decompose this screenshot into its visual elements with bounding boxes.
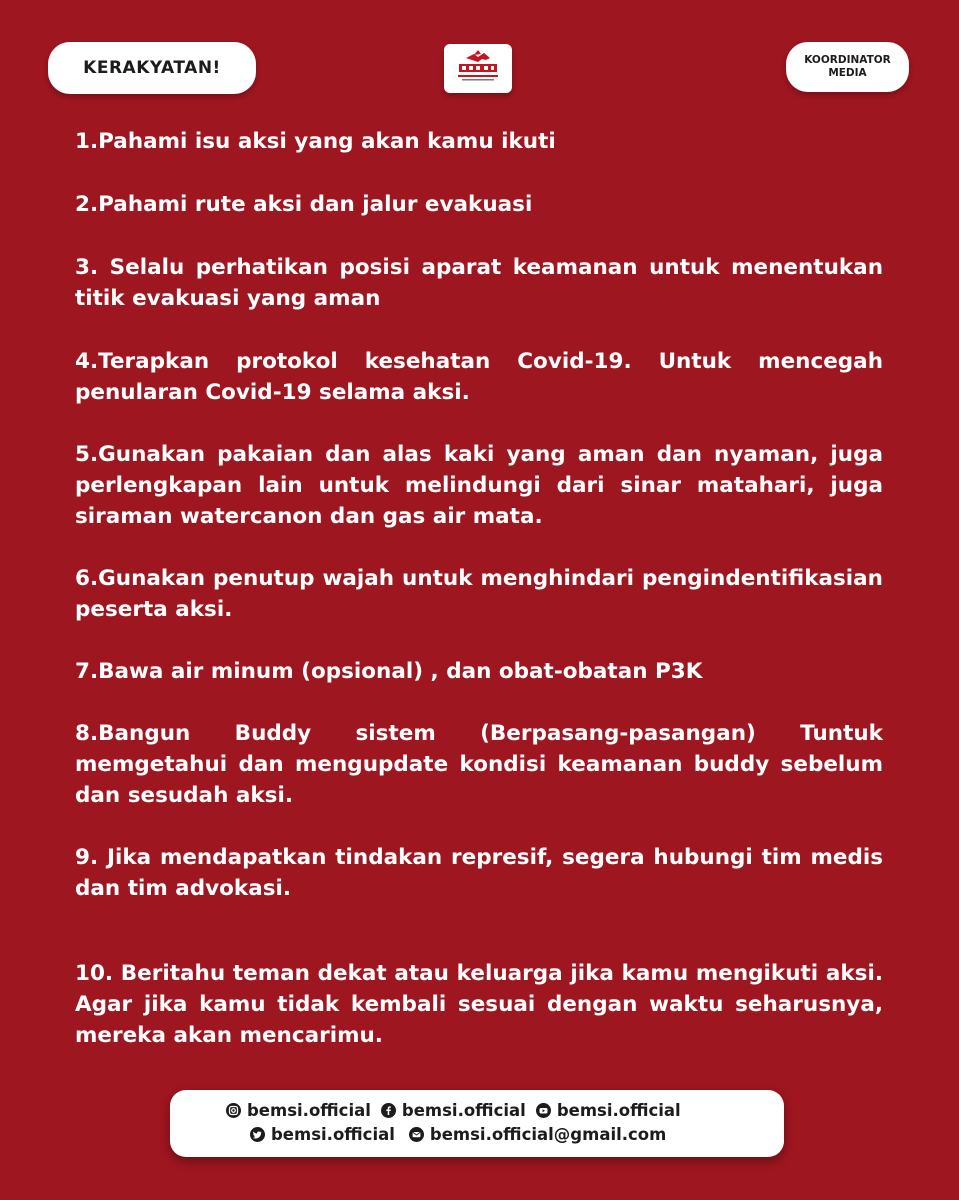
bem-si-logo — [444, 44, 512, 93]
bem-si-logo-icon — [444, 44, 512, 93]
youtube-link[interactable] — [536, 1101, 681, 1120]
facebook-link[interactable] — [381, 1101, 526, 1120]
list-item-5: 5.Gunakan pakaian dan alas kaki yang aman dan nyaman, juga perlengkapan lain untuk melindungi dari sinar matahari, juga siraman watercanon dan gas air mata. — [75, 442, 883, 529]
koordinator-media-tag — [786, 42, 909, 92]
media-label: MEDIA — [828, 67, 867, 79]
kerakyatan-label: KERAKYATAN! — [83, 58, 221, 78]
list-item-10: 10. Beritahu teman dekat atau keluarga jika kamu mengikuti aksi. Agar jika kamu tidak kembali sesuai dengan waktu seharusnya, mereka akan mencarimu. — [75, 961, 883, 1048]
koordinator-label: KOORDINATOR — [804, 54, 891, 66]
instagram-icon — [226, 1103, 241, 1118]
kerakyatan-tag — [48, 42, 256, 94]
list-item-4: 4.Terapkan protokol kesehatan Covid-19. Untuk mencegah penularan Covid-19 selama aksi. — [75, 349, 883, 405]
list-item-9: 9. Jika mendapatkan tindakan represif, segera hubungi tim medis dan tim advokasi. — [75, 845, 883, 901]
email-icon — [409, 1127, 424, 1142]
email-address: bemsi.official@gmail.com — [429, 1125, 667, 1144]
footer-row-2 — [250, 1125, 666, 1144]
social-media-footer — [170, 1090, 784, 1157]
list-item-3: 3. Selalu perhatikan posisi aparat keamanan untuk menentukan titik evakuasi yang aman — [75, 255, 883, 311]
tips-list — [75, 126, 883, 1051]
list-item-2: 2.Pahami rute aksi dan jalur evakuasi — [75, 192, 533, 217]
twitter-icon — [250, 1127, 265, 1142]
facebook-handle: bemsi.official — [401, 1101, 526, 1120]
email-link[interactable] — [409, 1125, 666, 1144]
list-item-8: 8.Bangun Buddy sistem (Berpasang-pasangan) Tuntuk memgetahui dan mengupdate kondisi keamanan buddy sebelum dan sesudah aksi. — [75, 721, 883, 808]
list-item-1: 1.Pahami isu aksi yang akan kamu ikuti — [75, 129, 556, 154]
instagram-handle: bemsi.official — [247, 1101, 371, 1120]
list-item-7: 7.Bawa air minum (opsional) , dan obat-obatan P3K — [75, 659, 703, 684]
youtube-handle: bemsi.official — [556, 1101, 681, 1120]
footer-row-1 — [226, 1101, 681, 1120]
twitter-handle: bemsi.official — [271, 1125, 395, 1144]
youtube-icon — [536, 1103, 551, 1118]
list-item-6: 6.Gunakan penutup wajah untuk menghindari pengindentifikasian peserta aksi. — [75, 566, 883, 622]
instagram-link[interactable] — [226, 1101, 371, 1120]
facebook-icon — [381, 1103, 396, 1118]
twitter-link[interactable] — [250, 1125, 395, 1144]
